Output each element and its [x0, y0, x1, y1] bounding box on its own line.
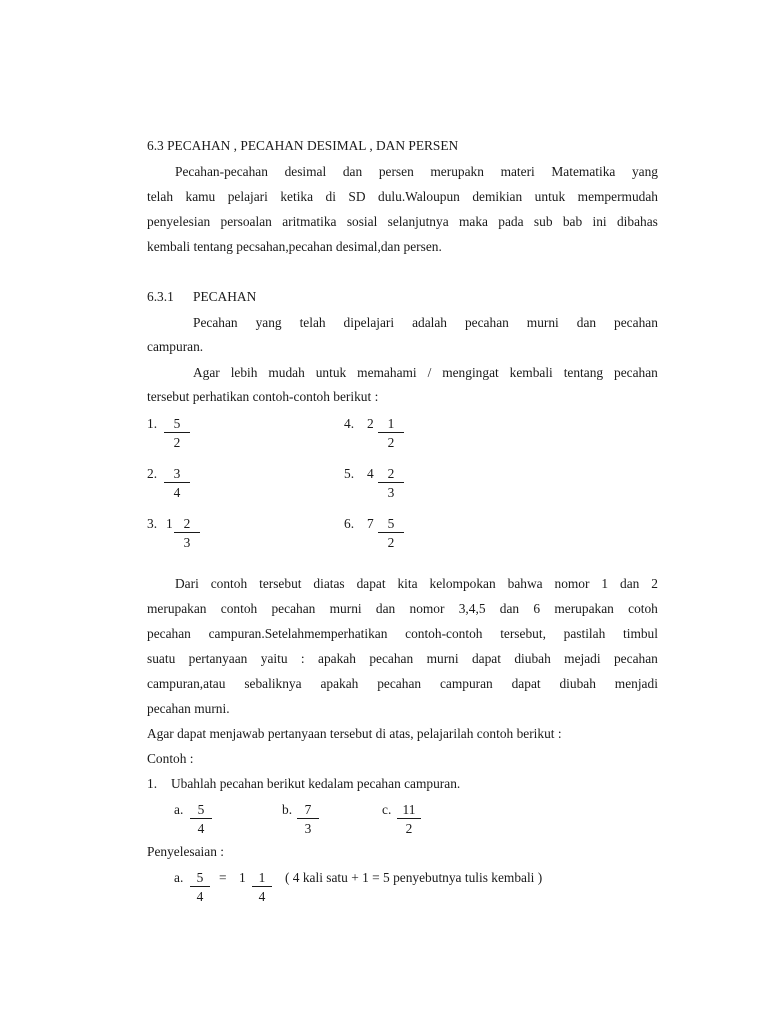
para2-line-2: tersebut perhatikan contoh-contoh berikut : [147, 389, 379, 404]
example-4-numerator: 1 [387, 416, 395, 431]
word: timbul [623, 626, 658, 641]
fraction-bar [397, 818, 421, 819]
word: dan [499, 601, 520, 616]
solution-lhs-numerator: 5 [196, 870, 204, 885]
word: pecahan [464, 315, 509, 330]
solution-lhs-fraction [190, 870, 210, 904]
intro-line-2-text [147, 189, 658, 205]
solution-lhs-denominator: 4 [196, 889, 204, 904]
word: pecahan [147, 626, 191, 641]
fraction-bar [190, 886, 210, 887]
para1-line-1 [193, 315, 658, 331]
word: pada [498, 214, 524, 229]
para3-line-3 [147, 626, 658, 642]
fraction-bar [378, 532, 404, 533]
word: dan [342, 164, 363, 179]
solution-rhs-denominator: 4 [258, 889, 266, 904]
example-1-numerator: 5 [173, 416, 181, 431]
intro-line-2 [147, 189, 658, 205]
word: murni [329, 601, 362, 616]
word: Pecahan-pecahan [175, 164, 268, 179]
word: sub [533, 214, 553, 229]
word: pecahan [614, 365, 658, 380]
word: pecahan [613, 651, 658, 666]
para3-line-4 [147, 651, 658, 667]
para3-line-1 [175, 576, 658, 592]
word: 1 [601, 576, 609, 591]
word: nomor [554, 576, 590, 591]
para1-line-1-text [193, 315, 658, 331]
example-3-numerator: 2 [183, 516, 191, 531]
para3-line-3-text [147, 626, 658, 642]
example-3-whole: 1 [166, 516, 173, 531]
task-item-b-label: b. [282, 802, 293, 817]
word: pastilah [563, 626, 606, 641]
word: contoh [220, 601, 258, 616]
word: mejadi [564, 651, 601, 666]
word: apakah [318, 651, 356, 666]
word: kelompokan [429, 576, 496, 591]
word: campuran,atau [147, 676, 226, 691]
word: kembali [509, 365, 553, 380]
task-item-b-denominator: 3 [304, 821, 312, 836]
example-5-label: 5. [344, 466, 355, 481]
example-2-numerator: 3 [173, 466, 181, 481]
word: pecahan [271, 601, 316, 616]
example-5-numerator: 2 [387, 466, 395, 481]
word: menjadi [614, 676, 658, 691]
word: ketika [280, 189, 314, 204]
word: untuk [534, 189, 566, 204]
word: dapat [356, 576, 386, 591]
word: sebaliknya [244, 676, 302, 691]
task-item-a-label: a. [174, 802, 184, 817]
word: memahami [357, 365, 417, 380]
word: mempermudah [577, 189, 658, 204]
word: 6 [533, 601, 541, 616]
example-5-fraction [378, 466, 404, 500]
word: bab [562, 214, 583, 229]
intro-line-3-text [147, 214, 658, 230]
solution-label: Penyelesaian : [147, 844, 224, 859]
task-item-c-fraction [397, 802, 421, 836]
solution-whole: 1 [239, 870, 246, 885]
solution-a-label: a. [174, 870, 184, 885]
word: dapat [511, 676, 541, 691]
word: dipelajari [343, 315, 395, 330]
word: apakah [320, 676, 359, 691]
word: 3,4,5 [458, 601, 486, 616]
solution-rhs-numerator: 1 [258, 870, 266, 885]
task-item-c-denominator: 2 [405, 821, 413, 836]
word: selanjutnya [387, 214, 449, 229]
example-1-label: 1. [147, 416, 158, 431]
example-4-label: 4. [344, 416, 355, 431]
para3-line-1-text [175, 576, 658, 592]
word: suatu [147, 651, 176, 666]
example-4-whole: 2 [367, 416, 374, 431]
fraction-bar [164, 482, 190, 483]
example-6-denominator: 2 [387, 535, 395, 550]
example-6-whole: 7 [367, 516, 374, 531]
word: merupakan [147, 601, 207, 616]
word: dapat [471, 651, 501, 666]
example-5-whole: 4 [367, 466, 374, 481]
word: dibahas [616, 214, 658, 229]
word: / [427, 365, 432, 380]
word: persen [378, 164, 414, 179]
task-text: Ubahlah pecahan berikut kedalam pecahan campuran. [171, 776, 461, 791]
example-1-fraction [164, 416, 190, 450]
word: ini [592, 214, 607, 229]
word: lebih [230, 365, 258, 380]
word: murni [426, 651, 459, 666]
para3-line-4-text [147, 651, 658, 667]
word: yang [255, 315, 282, 330]
para3-line-2 [147, 601, 658, 617]
intro-line-3 [147, 214, 658, 230]
word: pertanyaan [188, 651, 248, 666]
intro-line-1 [175, 164, 658, 180]
solution-equals: = [219, 870, 227, 885]
word: aritmatika [282, 214, 337, 229]
example-4-denominator: 2 [387, 435, 395, 450]
word: tentang [563, 365, 604, 380]
word: kita [397, 576, 418, 591]
word: telah [147, 189, 174, 204]
solution-rhs-fraction [252, 870, 272, 904]
example-6-label: 6. [344, 516, 355, 531]
word: : [300, 651, 305, 666]
word: campuran [439, 676, 493, 691]
example-2-label: 2. [147, 466, 158, 481]
para2-line-1-text [193, 365, 658, 381]
word: SD [348, 189, 366, 204]
word: dan [375, 601, 396, 616]
word: merupakn [430, 164, 484, 179]
word: pelajari [227, 189, 268, 204]
task-item-c-numerator: 11 [402, 802, 416, 817]
subsection-title: PECAHAN [193, 289, 257, 304]
word: 2 [651, 576, 658, 591]
word: pecahan [369, 651, 414, 666]
word: tersebut, [500, 626, 546, 641]
para3-line-2-text [147, 601, 658, 617]
word: diubah [514, 651, 551, 666]
word: kamu [185, 189, 216, 204]
para3-line-5 [147, 676, 658, 692]
word: mengingat [442, 365, 499, 380]
word: maka [458, 214, 488, 229]
word: diubah [559, 676, 596, 691]
para2-line-1 [193, 365, 658, 381]
task-item-b-numerator: 7 [304, 802, 312, 817]
word: tersebut [259, 576, 302, 591]
word: campuran.Setelahmemperhatikan [208, 626, 388, 641]
word: persoalan [220, 214, 272, 229]
example-3-fraction [174, 516, 200, 550]
word: penyelesian [147, 214, 211, 229]
word: merupakan [554, 601, 614, 616]
word: mudah [268, 365, 305, 380]
fraction-bar [164, 432, 190, 433]
word: pecahan [377, 676, 422, 691]
task-item-a-numerator: 5 [197, 802, 205, 817]
example-1-denominator: 2 [173, 435, 181, 450]
example-4-fraction [378, 416, 404, 450]
solution-note: ( 4 kali satu + 1 = 5 penyebutnya tulis kembali ) [285, 870, 543, 885]
word: nomor [409, 601, 445, 616]
intro-line-1-text [175, 164, 658, 180]
word: contoh-contoh [405, 626, 483, 641]
example-3-denominator: 3 [183, 535, 191, 550]
para1-line-2: campuran. [147, 339, 204, 354]
word: contoh [210, 576, 248, 591]
example-6-fraction [378, 516, 404, 550]
example-5-denominator: 3 [387, 485, 395, 500]
word: yang [631, 164, 658, 179]
word: Agar [193, 365, 220, 380]
word: cotoh [628, 601, 658, 616]
task-item-c-label: c. [382, 802, 392, 817]
fraction-bar [378, 482, 404, 483]
word: desimal [284, 164, 327, 179]
word: adalah [412, 315, 448, 330]
example-2-fraction [164, 466, 190, 500]
fraction-bar [190, 818, 212, 819]
word: Pecahan [193, 315, 238, 330]
word: dan [576, 315, 597, 330]
section-title: 6.3 PECAHAN , PECAHAN DESIMAL , DAN PERSEN [147, 138, 459, 153]
task-item-a-fraction [190, 802, 212, 836]
example-3-label: 3. [147, 516, 158, 531]
fraction-bar [252, 886, 272, 887]
word: dulu.Waloupun [378, 189, 460, 204]
para3-line-6: pecahan murni. [147, 701, 230, 716]
fraction-bar [297, 818, 319, 819]
word: murni [526, 315, 559, 330]
word: Dari [175, 576, 199, 591]
example-6-numerator: 5 [387, 516, 395, 531]
task-label: 1. [147, 776, 158, 791]
word: untuk [315, 365, 347, 380]
contoh-label: Contoh : [147, 751, 194, 766]
para3-line-5-text [147, 676, 658, 692]
word: Matematika [551, 164, 616, 179]
fraction-bar [174, 532, 200, 533]
word: diatas [313, 576, 345, 591]
word: telah [299, 315, 326, 330]
task-item-b-fraction [297, 802, 319, 836]
fraction-bar [378, 432, 404, 433]
word: bahwa [507, 576, 543, 591]
word: materi [500, 164, 535, 179]
word: pecahan [614, 315, 658, 330]
word: sosial [346, 214, 378, 229]
word: yaitu [260, 651, 288, 666]
example-2-denominator: 4 [173, 485, 181, 500]
subsection-number: 6.3.1 [147, 289, 174, 304]
word: dan [620, 576, 640, 591]
intro-line-4: kembali tentang pecsahan,pecahan desimal,dan persen. [147, 239, 442, 254]
word: demikian [472, 189, 523, 204]
task-item-a-denominator: 4 [197, 821, 205, 836]
para4: Agar dapat menjawab pertanyaan tersebut di atas, pelajarilah contoh berikut : [147, 726, 562, 741]
word: di [325, 189, 336, 204]
